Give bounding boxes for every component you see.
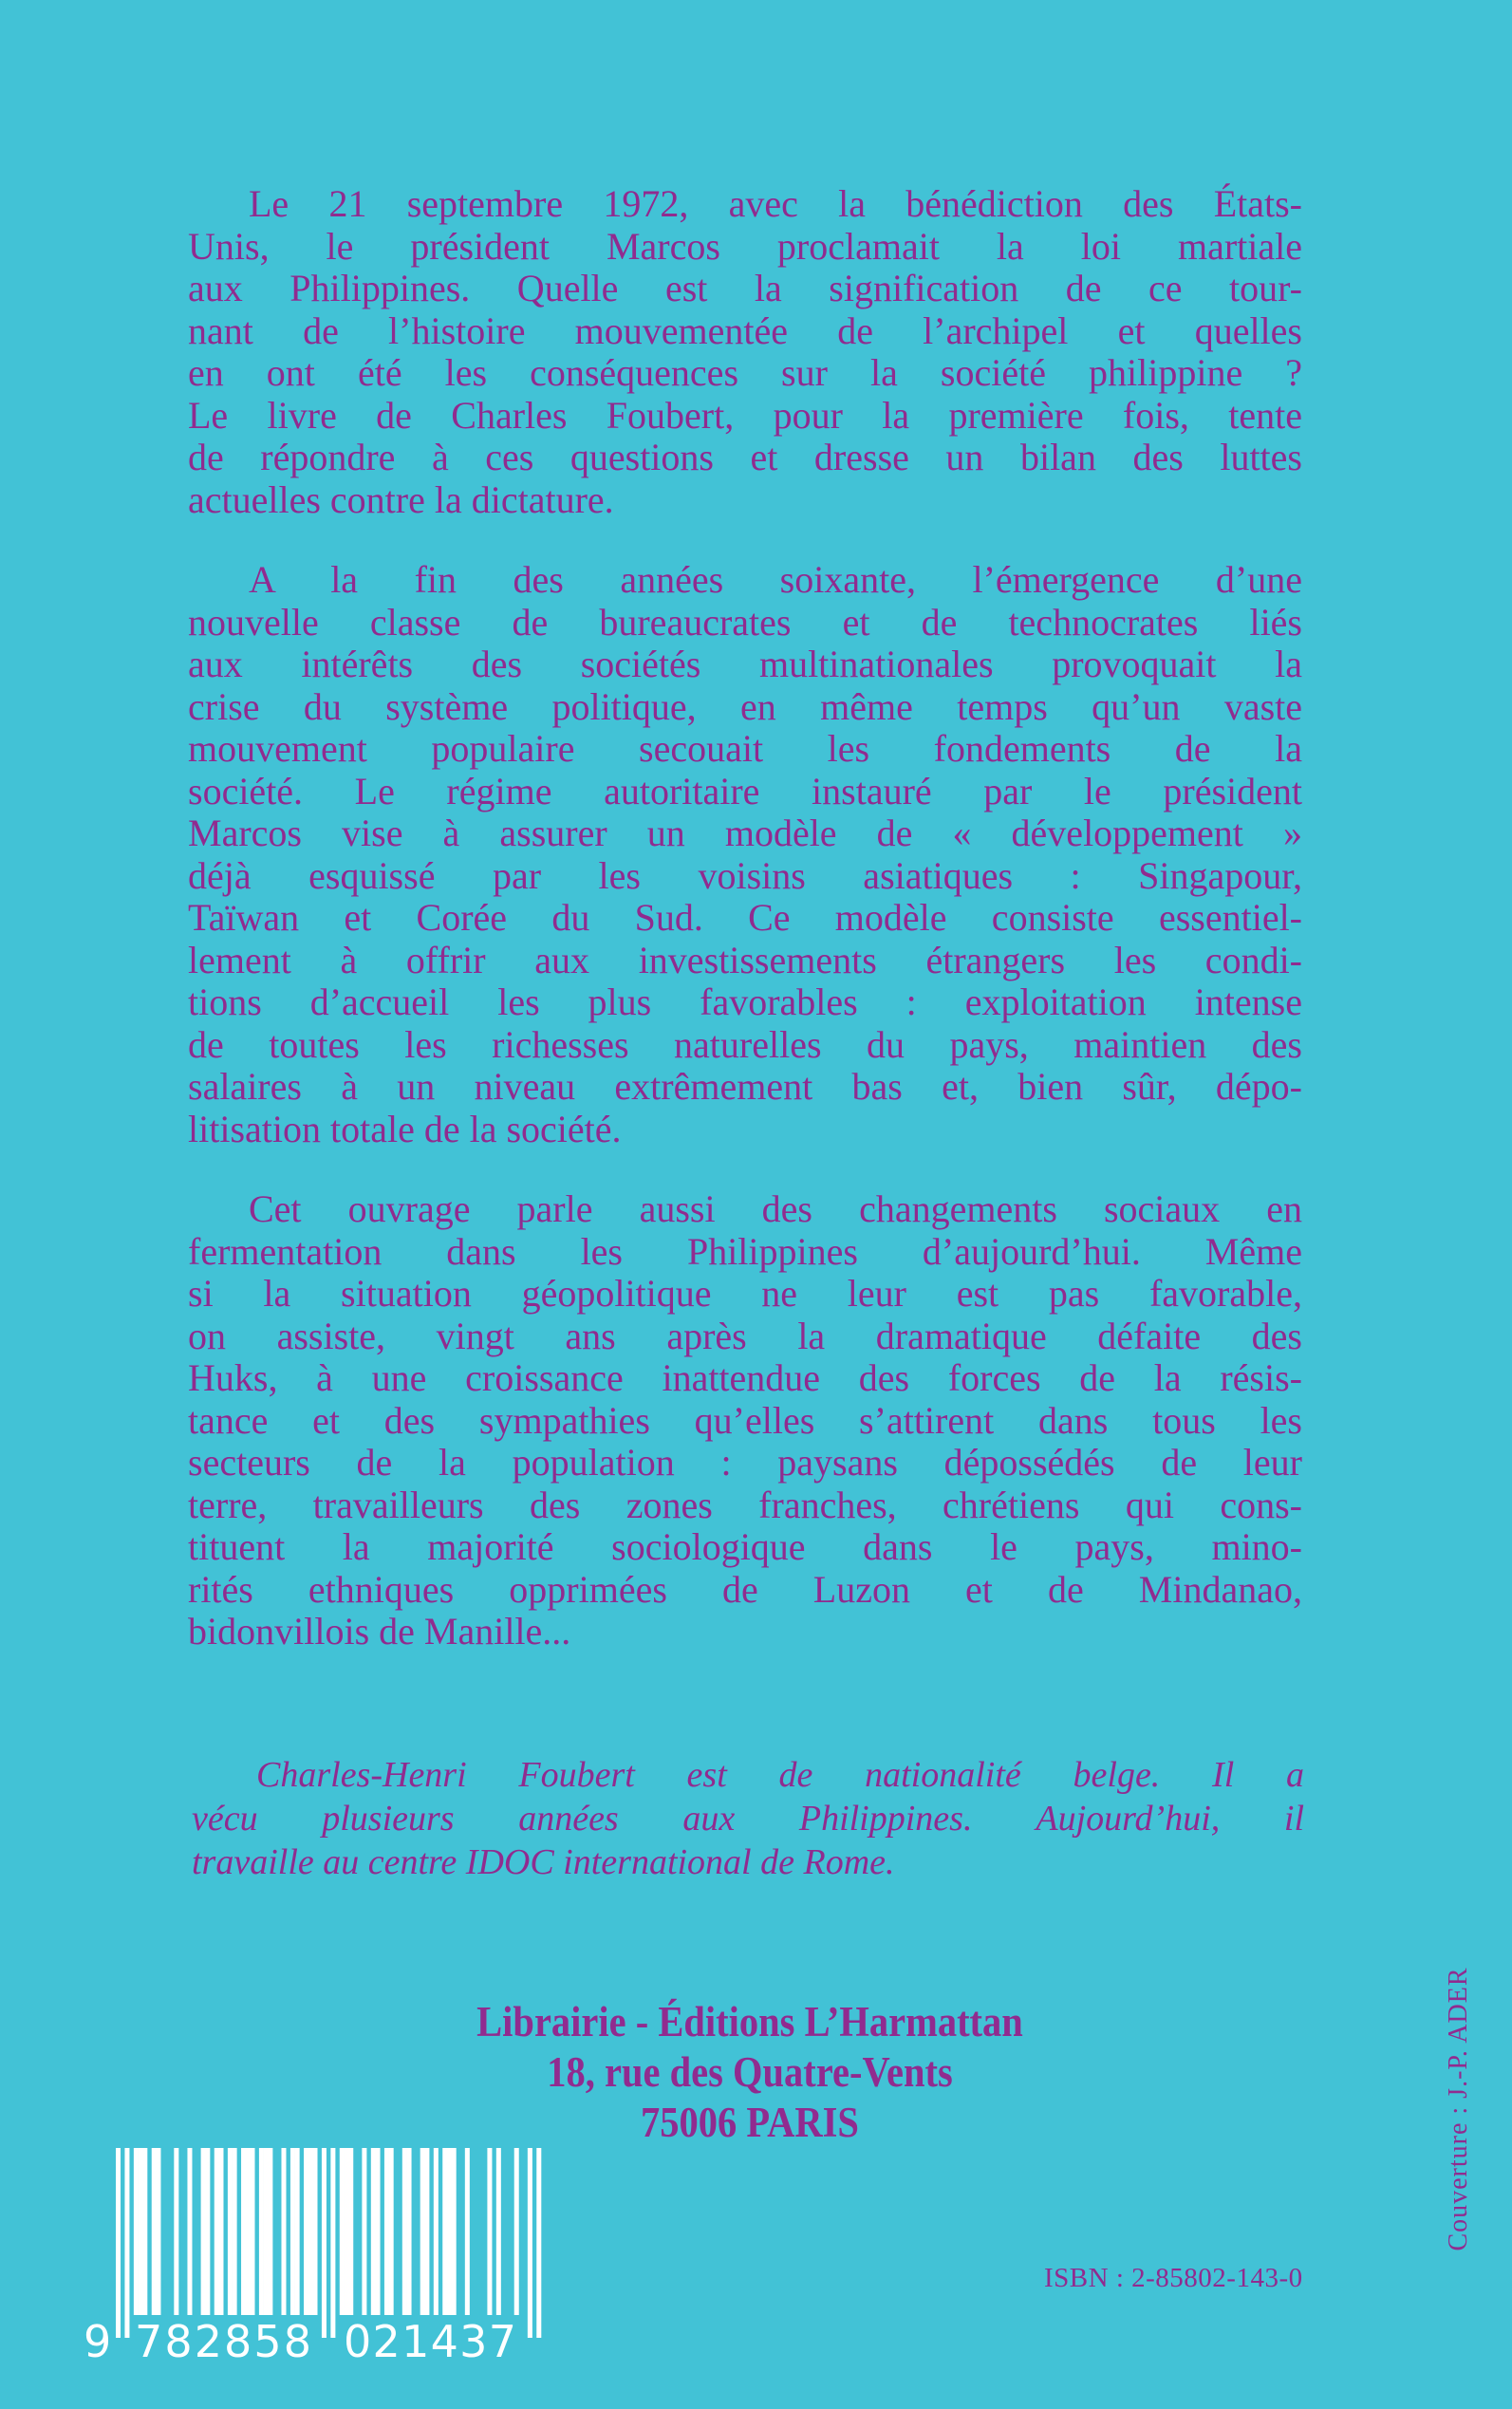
blurb-paragraph-1 [188, 183, 1302, 521]
barcode-bar [424, 2148, 429, 2315]
text-line: crise du système politique, en même temps qu’un vaste [188, 684, 1302, 728]
barcode-bar [142, 2148, 147, 2315]
barcode-bar [246, 2148, 251, 2315]
isbn-number: ISBN : 2-85802-143-0 [1044, 2263, 1303, 2293]
blurb-paragraph-3 [188, 1188, 1302, 1653]
barcode-bar [233, 2148, 237, 2315]
text-line: de répondre à ces questions et dresse un bilan des luttes [188, 436, 1302, 478]
barcode-bar [312, 2148, 317, 2315]
blurb-paragraph-2 [188, 559, 1302, 1150]
barcode-bars [116, 2148, 541, 2338]
barcode-left-digits: 782858 [135, 2316, 311, 2367]
text-line: si la situation géopolitique ne leur est pas favorable, [188, 1272, 1302, 1315]
barcode-bar [241, 2148, 246, 2315]
barcode-bar [345, 2148, 349, 2315]
barcode-bar [442, 2148, 447, 2315]
barcode-bar [139, 2148, 143, 2315]
barcode-bar [218, 2148, 223, 2315]
barcode-right-digits: 021437 [344, 2316, 516, 2367]
barcode-bar [134, 2148, 139, 2315]
barcode-bar [465, 2148, 470, 2315]
text-line: mouvement populaire secouait les fondements de la [188, 727, 1302, 770]
text-line: litisation totale de la société. [188, 1107, 622, 1150]
text-line: lement à offrir aux investissements étrangers les condi- [188, 938, 1302, 981]
text-line: déjà esquissé par les voisins asiatiques : Singapour, [188, 853, 1302, 897]
text-line: Huks, à une croissance inattendue des forces de la résis- [188, 1356, 1302, 1399]
barcode-bar [407, 2148, 412, 2315]
bio-line: Charles-Henri Foubert est de nationalité belge. Il a [256, 1755, 1304, 1795]
barcode-bar [187, 2148, 192, 2315]
text-line: bidonvillois de Manille... [188, 1610, 571, 1653]
barcode-first-digit: 9 [84, 2316, 112, 2367]
text-line: rités ethniques opprimées de Luzon et de Mindanao, [188, 1567, 1302, 1611]
barcode-bar [228, 2148, 233, 2315]
bio-line: vécu plusieurs années aux Philippines. Aujourd’hui, il [192, 1799, 1304, 1839]
barcode-bar [322, 2148, 327, 2338]
text-line: Le livre de Charles Foubert, pour la première fois, tente [188, 393, 1302, 437]
text-line: A la fin des années soixante, l’émergence d’une [249, 558, 1302, 601]
barcode-bar [116, 2148, 121, 2338]
barcode-bar [487, 2148, 492, 2315]
barcode-bar [402, 2148, 407, 2315]
text-line: nouvelle classe de bureaucrates et de technocrates liés [188, 600, 1302, 644]
text-line: tituent la majorité sociologique dans le pays, mino- [188, 1525, 1302, 1568]
barcode-bar [362, 2148, 366, 2315]
barcode-bar [304, 2148, 308, 2315]
text-line: aux intérêts des sociétés multinationales provoquait la [188, 643, 1302, 685]
text-line: on assiste, vingt ans après la dramatique défaite des [188, 1314, 1302, 1357]
cover-credit: Couverture : J.-P. ADER [1444, 1967, 1473, 2251]
barcode-bar [259, 2148, 264, 2315]
barcode-bar [340, 2148, 345, 2315]
barcode-bar [290, 2148, 295, 2315]
barcode-bar [536, 2148, 541, 2338]
text-line: nant de l’histoire mouvementée de l’archipel et quelles [188, 308, 1302, 352]
text-line: tance et des sympathies qu’elles s’attirent dans tous les [188, 1398, 1302, 1442]
publisher-city: 75006 PARIS [641, 2099, 859, 2146]
barcode-bar [201, 2148, 206, 2315]
barcode-bar [330, 2148, 335, 2338]
barcode-bar [281, 2148, 286, 2315]
barcode-bar [264, 2148, 269, 2315]
barcode-bar [250, 2148, 254, 2315]
barcode-bar [447, 2148, 452, 2315]
barcode-bar [384, 2148, 389, 2315]
text-line: secteurs de la population : paysans dépossédés de leur [188, 1441, 1302, 1484]
text-line: Cet ouvrage parle aussi des changements sociaux en [249, 1187, 1302, 1230]
text-line: fermentation dans les Philippines d’aujourd’hui. Même [188, 1229, 1302, 1273]
text-line: actuelles contre la dictature. [188, 477, 614, 521]
barcode-bar [205, 2148, 210, 2315]
barcode-bar [371, 2148, 376, 2315]
barcode-bar [295, 2148, 300, 2315]
barcode-bar [420, 2148, 425, 2315]
barcode-bar [156, 2148, 160, 2315]
text-line: tions d’accueil les plus favorables : exploitation intense [188, 980, 1302, 1023]
barcode-bar [152, 2148, 157, 2315]
barcode-bar [496, 2148, 501, 2315]
barcode-bar [174, 2148, 178, 2315]
text-line: Taïwan et Corée du Sud. Ce modèle consiste essentiel- [188, 896, 1302, 939]
text-line: aux Philippines. Quelle est la signification de ce tour- [188, 267, 1302, 309]
barcode-bar [215, 2148, 219, 2315]
barcode-bar [528, 2148, 532, 2338]
text-line: de toutes les richesses naturelles du pays, maintien des [188, 1022, 1302, 1066]
publisher-street: 18, rue des Quatre-Vents [547, 2048, 953, 2096]
author-bio [192, 1753, 1304, 1884]
text-line: Unis, le président Marcos proclamait la loi martiale [188, 224, 1302, 268]
barcode-bar [376, 2148, 381, 2315]
barcode-bar [268, 2148, 272, 2315]
barcode-bar [308, 2148, 313, 2315]
text-line: Le 21 septembre 1972, avec la bénédiction des États- [249, 182, 1302, 225]
barcode-bar [389, 2148, 394, 2315]
bio-line: travaille au centre IDOC international de Rome. [192, 1842, 895, 1882]
barcode-bar [514, 2148, 519, 2315]
publisher-name: Librairie - Éditions L’Harmattan [476, 1998, 1023, 2045]
text-line: terre, travailleurs des zones franches, chrétiens qui cons- [188, 1483, 1302, 1526]
barcode-bar [348, 2148, 353, 2315]
ean13-barcode [0, 2126, 588, 2409]
text-line: société. Le régime autoritaire instauré par le président [188, 769, 1302, 812]
text-line: salaires à un niveau extrêmement bas et, bien sûr, dépo- [188, 1065, 1302, 1108]
barcode-bar [124, 2148, 129, 2338]
text-line: en ont été les conséquences sur la société philippine ? [188, 351, 1302, 394]
text-line: Marcos vise à assurer un modèle de « développement » [188, 812, 1302, 854]
barcode-bar [452, 2148, 457, 2315]
barcode-bar [434, 2148, 439, 2315]
